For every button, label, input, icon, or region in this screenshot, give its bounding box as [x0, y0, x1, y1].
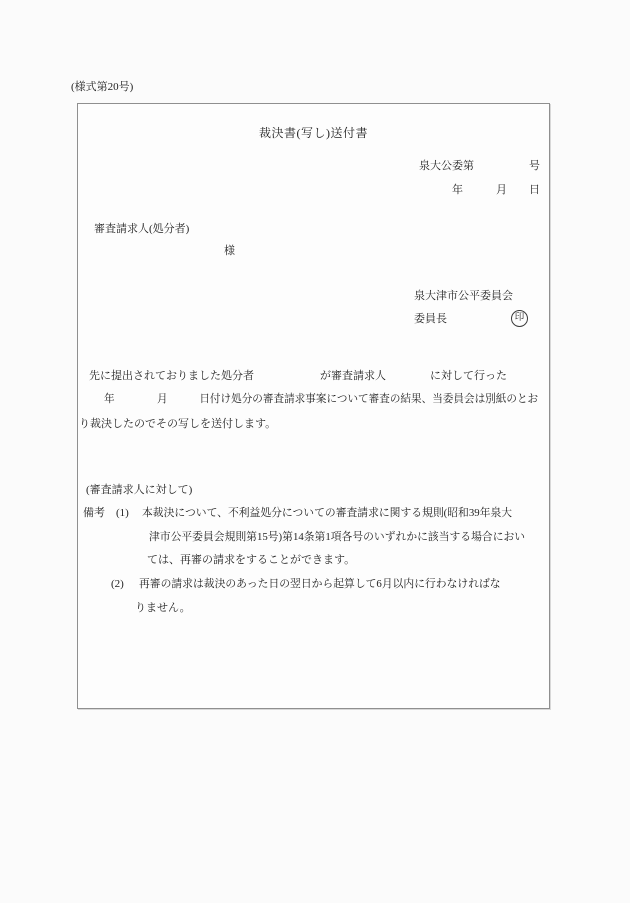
- note-2-number: (2): [111, 578, 124, 590]
- sender-organization: 泉大津市公平委員会: [414, 290, 513, 302]
- body-line-3: り裁決したのでその写しを送付します。: [79, 418, 277, 430]
- notes-heading: (審査請求人に対して): [86, 484, 193, 496]
- seal-icon: 印: [511, 310, 528, 327]
- note-1-line-2: 津市公平委員会規則第15号)第14条第1項各号のいずれかに該当する場合におい: [149, 531, 526, 543]
- document-title: 裁決書(写し)送付書: [259, 126, 368, 140]
- note-1-line-3: ては、再審の請求をすることができます。: [147, 554, 356, 566]
- addressee-honorific: 様: [224, 245, 235, 257]
- form-number-label: (様式第20号): [71, 81, 134, 93]
- notes-label: 備考: [83, 507, 105, 519]
- date-line: 年 月 日: [452, 184, 540, 196]
- addressee-label: 審査請求人(処分者): [94, 223, 190, 235]
- document-box: [77, 103, 550, 709]
- body-line-1: 先に提出されておりました処分者 が審査請求人 に対して行った: [89, 370, 507, 382]
- note-1-line-1: 本裁決について、不利益処分についての審査請求に関する規則(昭和39年泉大: [142, 507, 513, 519]
- note-1-number: (1): [116, 507, 129, 519]
- sender-title: 委員長: [414, 313, 447, 325]
- body-line-2: 年 月 日付け処分の審査請求事案について審査の結果、当委員会は別紙のとお: [104, 394, 539, 405]
- note-2-line-2: りません。: [135, 602, 191, 614]
- note-2-line-1: 再審の請求は裁決のあった日の翌日から起算して6月以内に行わなければな: [139, 578, 501, 590]
- doc-number-line: 泉大公委第 号: [419, 160, 540, 172]
